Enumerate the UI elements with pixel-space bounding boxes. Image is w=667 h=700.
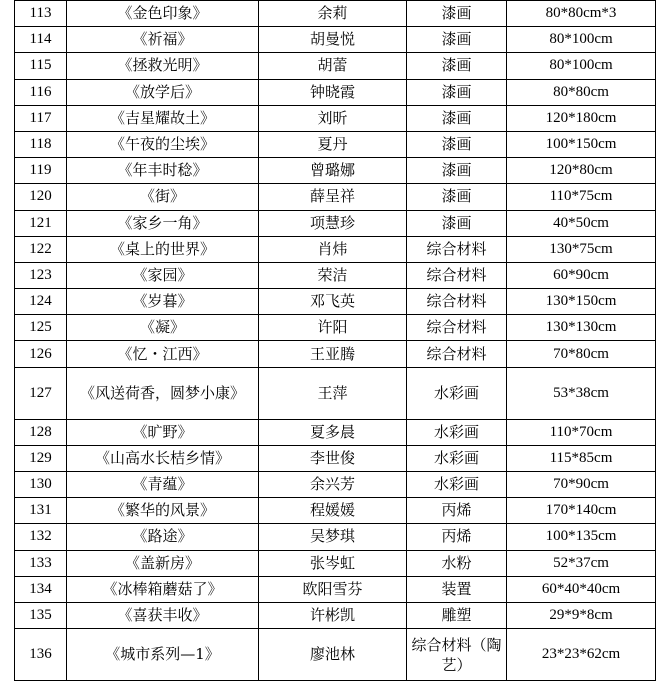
cell-size: 120*80cm xyxy=(507,158,656,184)
table-row xyxy=(15,210,656,236)
cell-title: 《桌上的世界》 xyxy=(67,236,259,262)
table-row xyxy=(15,27,656,53)
cell-medium: 漆画 xyxy=(407,1,507,27)
cell-title: 《风送荷香，圆梦小康》 xyxy=(67,367,259,419)
cell-size: 23*23*62cm xyxy=(507,629,656,681)
cell-medium: 水彩画 xyxy=(407,419,507,445)
table-row xyxy=(15,289,656,315)
cell-number: 121 xyxy=(15,210,67,236)
table-row xyxy=(15,315,656,341)
cell-title: 《家园》 xyxy=(67,262,259,288)
cell-title: 《午夜的尘埃》 xyxy=(67,131,259,157)
cell-medium: 综合材料 xyxy=(407,341,507,367)
cell-number: 124 xyxy=(15,289,67,315)
table-row xyxy=(15,472,656,498)
cell-size: 120*180cm xyxy=(507,105,656,131)
cell-number: 115 xyxy=(15,53,67,79)
cell-artist: 王萍 xyxy=(259,367,407,419)
cell-number: 125 xyxy=(15,315,67,341)
table-row xyxy=(15,79,656,105)
table-row xyxy=(15,367,656,419)
cell-size: 80*100cm xyxy=(507,53,656,79)
table-row xyxy=(15,236,656,262)
cell-size: 110*70cm xyxy=(507,419,656,445)
table-row xyxy=(15,629,656,681)
cell-size: 130*130cm xyxy=(507,315,656,341)
cell-title: 《喜获丰收》 xyxy=(67,602,259,628)
cell-medium: 水彩画 xyxy=(407,367,507,419)
cell-title: 《旷野》 xyxy=(67,419,259,445)
table-row xyxy=(15,498,656,524)
cell-medium: 综合材料 xyxy=(407,262,507,288)
table-row xyxy=(15,576,656,602)
exhibition-list-page xyxy=(14,0,655,681)
cell-title: 《家乡一角》 xyxy=(67,210,259,236)
cell-title: 《冰棒箱蘑菇了》 xyxy=(67,576,259,602)
cell-artist: 夏多晨 xyxy=(259,419,407,445)
cell-number: 133 xyxy=(15,550,67,576)
cell-size: 60*90cm xyxy=(507,262,656,288)
cell-size: 80*80cm*3 xyxy=(507,1,656,27)
cell-title: 《山高水长桔乡情》 xyxy=(67,445,259,471)
cell-number: 116 xyxy=(15,79,67,105)
table-row xyxy=(15,524,656,550)
cell-number: 114 xyxy=(15,27,67,53)
cell-number: 134 xyxy=(15,576,67,602)
cell-medium: 综合材料 xyxy=(407,315,507,341)
cell-title: 《金色印象》 xyxy=(67,1,259,27)
artwork-table xyxy=(14,0,656,681)
cell-size: 170*140cm xyxy=(507,498,656,524)
cell-size: 52*37cm xyxy=(507,550,656,576)
cell-medium: 水粉 xyxy=(407,550,507,576)
cell-size: 29*9*8cm xyxy=(507,602,656,628)
cell-medium: 漆画 xyxy=(407,158,507,184)
cell-medium: 综合材料（陶艺） xyxy=(407,629,507,681)
cell-number: 126 xyxy=(15,341,67,367)
cell-number: 135 xyxy=(15,602,67,628)
cell-number: 128 xyxy=(15,419,67,445)
cell-number: 136 xyxy=(15,629,67,681)
cell-number: 129 xyxy=(15,445,67,471)
cell-artist: 项慧珍 xyxy=(259,210,407,236)
cell-title: 《祈福》 xyxy=(67,27,259,53)
cell-artist: 余莉 xyxy=(259,1,407,27)
cell-medium: 水彩画 xyxy=(407,445,507,471)
cell-title: 《城市系列—1》 xyxy=(67,629,259,681)
cell-artist: 许彬凯 xyxy=(259,602,407,628)
table-row xyxy=(15,131,656,157)
table-row xyxy=(15,445,656,471)
cell-artist: 荣洁 xyxy=(259,262,407,288)
cell-artist: 廖池林 xyxy=(259,629,407,681)
cell-title: 《繁华的风景》 xyxy=(67,498,259,524)
cell-title: 《盖新房》 xyxy=(67,550,259,576)
cell-size: 80*100cm xyxy=(507,27,656,53)
cell-medium: 水彩画 xyxy=(407,472,507,498)
cell-number: 113 xyxy=(15,1,67,27)
cell-title: 《放学后》 xyxy=(67,79,259,105)
cell-number: 120 xyxy=(15,184,67,210)
cell-title: 《拯救光明》 xyxy=(67,53,259,79)
cell-artist: 钟晓霞 xyxy=(259,79,407,105)
table-row xyxy=(15,158,656,184)
cell-size: 130*75cm xyxy=(507,236,656,262)
cell-title: 《青蕴》 xyxy=(67,472,259,498)
cell-number: 118 xyxy=(15,131,67,157)
table-row xyxy=(15,105,656,131)
cell-artist: 余兴芳 xyxy=(259,472,407,498)
cell-medium: 漆画 xyxy=(407,105,507,131)
cell-artist: 欧阳雪芬 xyxy=(259,576,407,602)
cell-artist: 胡蕾 xyxy=(259,53,407,79)
cell-title: 《岁暮》 xyxy=(67,289,259,315)
cell-medium: 雕塑 xyxy=(407,602,507,628)
table-row xyxy=(15,262,656,288)
cell-artist: 许阳 xyxy=(259,315,407,341)
cell-size: 100*135cm xyxy=(507,524,656,550)
cell-artist: 邓飞英 xyxy=(259,289,407,315)
cell-medium: 装置 xyxy=(407,576,507,602)
cell-size: 60*40*40cm xyxy=(507,576,656,602)
cell-number: 117 xyxy=(15,105,67,131)
cell-number: 132 xyxy=(15,524,67,550)
cell-medium: 漆画 xyxy=(407,53,507,79)
cell-number: 131 xyxy=(15,498,67,524)
cell-medium: 丙烯 xyxy=(407,498,507,524)
table-row xyxy=(15,419,656,445)
cell-artist: 程媛媛 xyxy=(259,498,407,524)
cell-artist: 肖炜 xyxy=(259,236,407,262)
cell-size: 110*75cm xyxy=(507,184,656,210)
table-row xyxy=(15,184,656,210)
cell-medium: 漆画 xyxy=(407,184,507,210)
cell-artist: 王亚腾 xyxy=(259,341,407,367)
cell-title: 《吉星耀故土》 xyxy=(67,105,259,131)
cell-medium: 漆画 xyxy=(407,210,507,236)
cell-medium: 漆画 xyxy=(407,131,507,157)
cell-medium: 综合材料 xyxy=(407,236,507,262)
cell-medium: 漆画 xyxy=(407,79,507,105)
cell-number: 127 xyxy=(15,367,67,419)
cell-medium: 漆画 xyxy=(407,27,507,53)
cell-title: 《忆・江西》 xyxy=(67,341,259,367)
cell-size: 80*80cm xyxy=(507,79,656,105)
cell-artist: 李世俊 xyxy=(259,445,407,471)
cell-title: 《街》 xyxy=(67,184,259,210)
table-row xyxy=(15,550,656,576)
cell-artist: 薛呈祥 xyxy=(259,184,407,210)
cell-size: 70*90cm xyxy=(507,472,656,498)
table-row xyxy=(15,53,656,79)
cell-artist: 夏丹 xyxy=(259,131,407,157)
cell-number: 119 xyxy=(15,158,67,184)
cell-artist: 曾璐娜 xyxy=(259,158,407,184)
table-row xyxy=(15,602,656,628)
cell-number: 122 xyxy=(15,236,67,262)
cell-size: 53*38cm xyxy=(507,367,656,419)
artwork-table-body xyxy=(15,1,656,681)
cell-medium: 丙烯 xyxy=(407,524,507,550)
cell-title: 《年丰时稔》 xyxy=(67,158,259,184)
cell-size: 100*150cm xyxy=(507,131,656,157)
cell-size: 40*50cm xyxy=(507,210,656,236)
cell-size: 130*150cm xyxy=(507,289,656,315)
cell-medium: 综合材料 xyxy=(407,289,507,315)
cell-number: 130 xyxy=(15,472,67,498)
cell-artist: 胡曼悦 xyxy=(259,27,407,53)
cell-size: 115*85cm xyxy=(507,445,656,471)
cell-title: 《路途》 xyxy=(67,524,259,550)
cell-artist: 刘昕 xyxy=(259,105,407,131)
cell-artist: 张岑虹 xyxy=(259,550,407,576)
cell-number: 123 xyxy=(15,262,67,288)
table-row xyxy=(15,341,656,367)
cell-title: 《凝》 xyxy=(67,315,259,341)
cell-size: 70*80cm xyxy=(507,341,656,367)
cell-artist: 吴梦琪 xyxy=(259,524,407,550)
table-row xyxy=(15,1,656,27)
